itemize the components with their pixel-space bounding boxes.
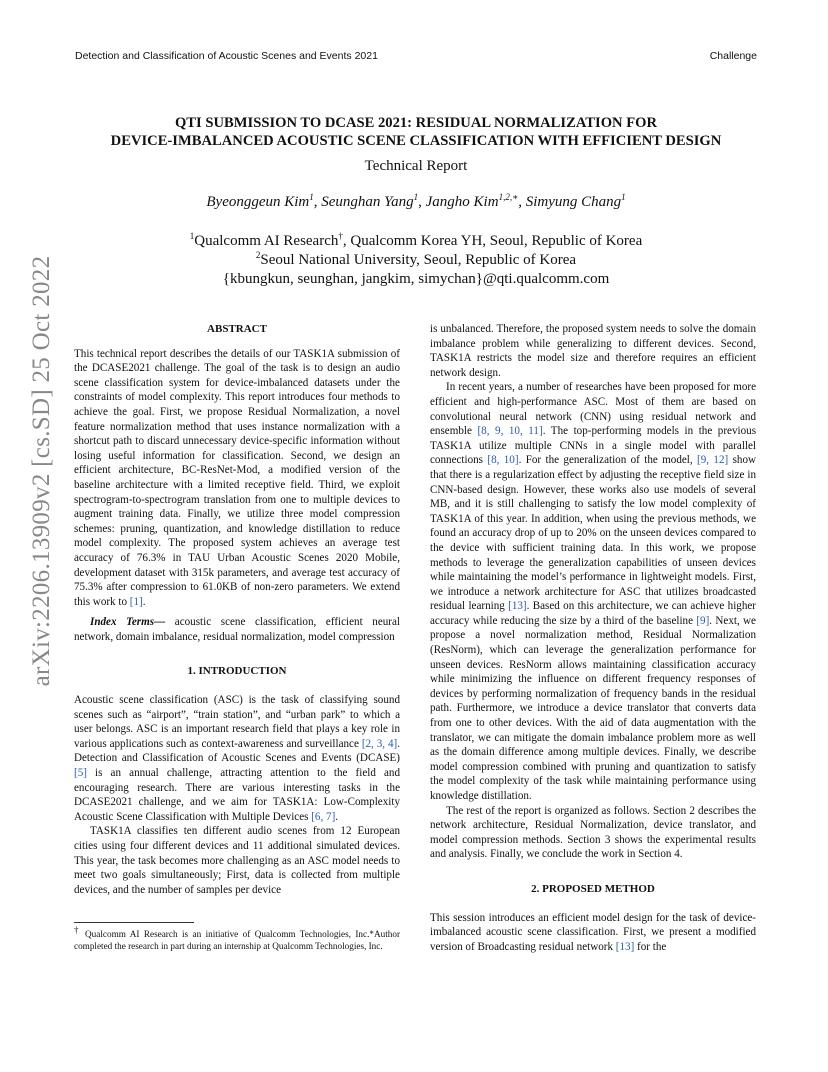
author-affil-mark: 1 [413, 192, 419, 202]
body-text: This session introduces an efficient model design for the task of device-imbalanced acoustic scene classification. First, we present a modified version of Broadcasting residual network [430, 911, 756, 953]
affiliations [70, 232, 762, 289]
footnote-divider [74, 922, 194, 923]
author-name: Byeonggeun Kim [206, 194, 310, 210]
author-affil-mark: 1,2,∗ [498, 192, 519, 202]
citation-link[interactable]: [8, 10] [487, 454, 519, 467]
author-separator: , [418, 194, 426, 210]
affil-org: Qualcomm AI Research [194, 233, 339, 249]
abstract-heading: ABSTRACT [207, 323, 267, 335]
abstract-text [74, 347, 400, 610]
citation-link[interactable]: [2, 3, 4] [361, 737, 398, 750]
author-emails: {kbungkun, seunghan, jangkim, simychan}@qti.qualcomm.com [222, 271, 610, 287]
citation-link[interactable]: [9, 12] [697, 454, 729, 467]
author-separator: , [518, 194, 526, 210]
author-name: Seunghan Yang [321, 194, 414, 210]
footnote-text: Qualcomm AI Research is an initiative of Qualcomm Technologies, Inc.*Author completed the research in part during an internship at Qualcomm Technologies, Inc. [74, 929, 401, 951]
method-paragraph-1 [430, 911, 756, 955]
header-track: Challenge [709, 50, 757, 62]
arxiv-id: arXiv:2206.13909v2 [cs.SD] 25 Oct 2022 [28, 255, 55, 687]
author-separator: , [313, 194, 322, 210]
footnote-mark: † [74, 924, 81, 935]
section-heading-proposed-method: 2. PROPOSED METHOD [531, 882, 655, 895]
body-text: . Next, we propose a novel normalization method, Residual Normalization (ResNorm), which can leverage the generalization performance for unseen devices. ResNorm allows maintaining classification accuracy while minimizing the influence on different frequency responses of devices by performing normalization of frequency bands in the residual path. Furthermore, we introduce a device translator that converts data from one to other devices. With the aid of data augmentation with the translator, we can mitigate the domain imbalance problem more as well as the domain difference among multiple devices. Finally, we describe model compression combined with pruning and quantization to satisfy the model complexity of the task while maintaining performance using knowledge distillation. [430, 614, 756, 802]
right-column [430, 322, 756, 954]
citation-link[interactable]: [5] [74, 767, 87, 780]
citation-link[interactable]: [9] [696, 614, 710, 627]
intro-text: is an annual challenge, attracting attention to the field and encouraging research. There are various interesting tasks in the DCASE2021 challenge, and we aim for TASK1A: Low-Complexity Acoustic Scene Classification with Multiple Devices [74, 767, 400, 823]
index-terms-text: acoustic scene classification, efficient neural network, domain imbalance, residual normalization, model compression [74, 616, 401, 643]
index-terms-label: Index Terms— [90, 616, 166, 629]
citation-link[interactable]: [6, 7] [311, 810, 336, 823]
intro-text: . [335, 810, 339, 823]
title-line-1: QTI SUBMISSION TO DCASE 2021: RESIDUAL NORMALIZATION FOR [174, 115, 658, 131]
footnote [74, 924, 401, 952]
affiliation-2 [70, 251, 762, 270]
body-text: In recent years, a number of researches have been proposed for more efficient and high-performance ASC. Most of them are based on convolutional neural network (CNN) using residual network and ensemble [430, 381, 756, 438]
author-affil-mark: 1 [621, 192, 626, 202]
arxiv-stamp [22, 255, 62, 687]
body-text: . For the generalization of the model, [518, 454, 698, 467]
paper-subtitle: Technical Report [364, 158, 468, 174]
citation-link[interactable]: [8, 9, 10, 11] [477, 425, 543, 438]
citation-link[interactable]: [1] [129, 595, 143, 608]
paper-title [70, 114, 762, 150]
intro-paragraph-1 [74, 693, 400, 824]
intro-text: Acoustic scene classification (ASC) is the task of classifying sound scenes such as “airport”, “train station”, and “urban park” to which a user belongs. ASC is an important research field that plays a key role in various applications such as context-awareness and surveillance [74, 694, 400, 750]
body-text: . Based on this architecture, we can achieve higher accuracy while reducing the size by a third of the baseline [430, 600, 756, 627]
left-column [74, 322, 400, 897]
right-paragraph-3: The rest of the report is organized as follows. Section 2 describes the network architecture, Residual Normalization, device translator, and model compression methods. Section 3 shows the experimental results and analysis. Finally, we conclude the work in Section 4. [430, 804, 756, 861]
affiliation-1 [70, 232, 762, 251]
body-text: for the [634, 940, 667, 953]
author-affil-mark: 1 [309, 192, 314, 202]
right-paragraph-2 [430, 380, 756, 803]
abstract-end: . [142, 595, 146, 608]
author-list [70, 194, 762, 211]
body-text: show that there is a regularization effect by adjusting the receptive field size in CNN-based design. However, these works also use models of several MB, and it is still challenging to satisfy the low model complexity of TASK1A of this year. In addition, when using the previous methods, we found an accuracy drop of up to 20% on the unseen devices compared to the device with sufficient training data. In this work, we propose methods to leverage the generalization capabilities of unseen devices while maintaining the model’s performance in lightweight models. First, we introduce a network architecture for ASC that utilizes broadcasted residual learning [430, 454, 757, 613]
citation-link[interactable]: [13] [615, 940, 635, 953]
right-paragraph-1: is unbalanced. Therefore, the proposed system needs to solve the domain imbalance problem while generalizing to different devices. Second, TASK1A restricts the model size and therefore requires an efficient network design. [430, 323, 756, 379]
abstract-body: This technical report describes the details of our TASK1A submission of the DCASE2021 challenge. The goal of the task is to design an audio scene classification system for device-imbalanced datasets under the constraints of model complexity. This report introduces four methods to achieve the goal. First, we propose Residual Normalization, a novel feature normalization method that uses instance normalization with a shortcut path to discard unnecessary device-specific information without losing useful information for classification. Second, we design an efficient architecture, BC-ResNet-Mod, a modified version of the baseline architecture with a limited receptive field. Third, we exploit spectrogram-to-spectrogram translation from one to multiple devices to augment training data. Finally, we utilize three model compression schemes: pruning, quantization, and knowledge distillation to reduce model complexity. The proposed system achieves an average test accuracy of 76.3% in TAU Urban Acoustic Scenes 2020 Mobile, development dataset with 315k parameters, and average test accuracy of 75.3% after compression to 61.0KB of non-zero parameters. We extend this work to [74, 347, 400, 608]
author-name: Jangho Kim [425, 194, 499, 210]
body-text: . The top-performing models in the previous TASK1A utilize multiple CNNs in a single model with parallel connections [430, 425, 757, 467]
intro-text: . Detection and Classification of Acoustic Scenes and Events (DCASE) [74, 737, 401, 765]
author-name: Simyung Chang [525, 194, 622, 210]
running-header [75, 50, 757, 62]
header-conference: Detection and Classification of Acoustic Scenes and Events 2021 [75, 50, 378, 62]
affil-mark: 2 [255, 250, 261, 260]
affil-mark: 1 [189, 231, 195, 241]
section-heading-introduction: 1. INTRODUCTION [187, 665, 287, 678]
index-terms [74, 615, 400, 644]
affil-dagger: † [338, 231, 343, 241]
intro-paragraph-2: TASK1A classifies ten different audio scenes from 12 European cities using four different devices and 11 additional simulated devices. This year, the task becomes more challenging as an ASC model needs to meet two goals simultaneously; First, data is collected from multiple devices, and the number of samples per device [74, 825, 400, 896]
affil-location: , Qualcomm Korea YH, Seoul, Republic of Korea [342, 233, 643, 249]
citation-link[interactable]: [13] [508, 600, 527, 613]
affil-text: Seoul National University, Seoul, Republic of Korea [260, 252, 577, 268]
title-line-2: DEVICE-IMBALANCED ACOUSTIC SCENE CLASSIFICATION WITH EFFICIENT DESIGN [110, 133, 722, 149]
